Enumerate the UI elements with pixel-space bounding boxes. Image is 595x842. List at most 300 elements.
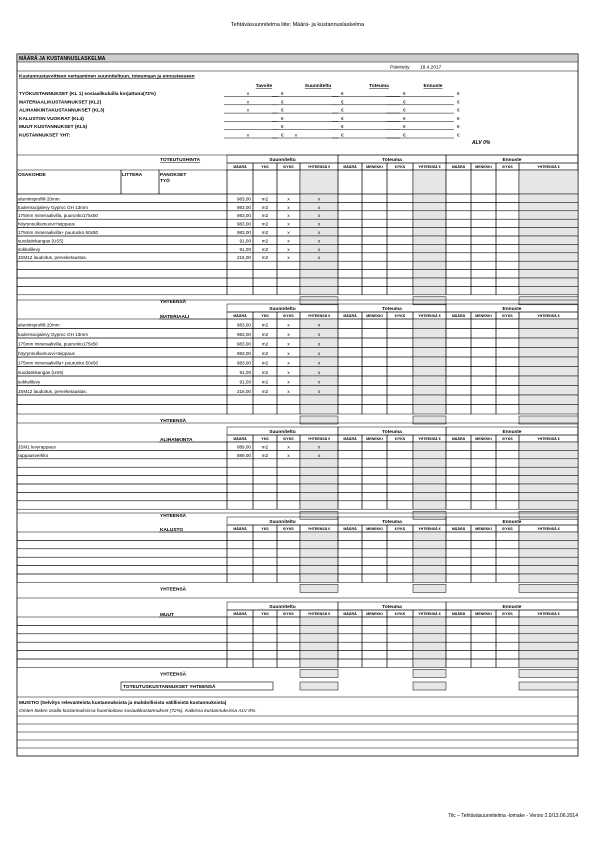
data-cell: [471, 367, 496, 377]
data-cell: [471, 442, 496, 450]
name-cell: [17, 286, 227, 294]
data-cell: [446, 405, 471, 415]
data-cell: [413, 194, 446, 202]
currency-sign: €: [457, 92, 460, 97]
subheader-maara: MÄÄRÄ: [233, 437, 247, 441]
data-cell: [338, 286, 362, 294]
data-cell: [446, 386, 471, 396]
data-cell: [471, 574, 496, 582]
subheader-eyks: €/YKS: [283, 165, 294, 169]
data-cell: [446, 557, 471, 565]
data-cell: [227, 270, 253, 278]
data-cell: [338, 492, 362, 500]
subheader-yks: YKS: [261, 527, 269, 531]
data-cell: [387, 228, 413, 236]
data-cell: [519, 659, 578, 667]
data-cell: [253, 467, 277, 475]
data-cell: [446, 329, 471, 339]
currency-sign: €: [281, 100, 284, 106]
data-cell: [300, 405, 338, 415]
data-cell: [227, 278, 253, 286]
data-cell: [227, 395, 253, 405]
data-cell: [446, 244, 471, 252]
data-cell: [300, 540, 338, 548]
data-cell: [300, 566, 338, 574]
data-cell: [387, 286, 413, 294]
date-value: 18.4.2017: [420, 65, 442, 71]
row-eyks: x: [287, 238, 290, 244]
data-cell: [300, 286, 338, 294]
data-cell: [338, 253, 362, 261]
data-cell: [253, 286, 277, 294]
group-header-toteuma: Toteuma: [382, 307, 402, 312]
data-cell: [338, 442, 362, 450]
row-maara: 91,00: [239, 246, 251, 252]
row-name: suodatinkangas (US5): [18, 370, 64, 375]
data-cell: [471, 476, 496, 484]
data-cell: [387, 540, 413, 548]
row-yks: m2: [261, 370, 269, 375]
data-cell: [496, 376, 519, 386]
data-cell: [338, 270, 362, 278]
data-cell: [519, 270, 578, 278]
group-header-suunniteltu: Suunniteltu: [269, 307, 296, 312]
data-cell: [300, 395, 338, 405]
data-cell: [338, 261, 362, 269]
data-cell: [253, 642, 277, 650]
data-cell: [338, 395, 362, 405]
data-cell: [227, 617, 253, 625]
data-cell: [471, 319, 496, 329]
data-cell: [496, 338, 519, 348]
data-cell: [471, 278, 496, 286]
data-cell: [253, 278, 277, 286]
data-cell: [253, 261, 277, 269]
data-cell: [362, 278, 387, 286]
data-cell: [519, 459, 578, 467]
data-cell: [387, 211, 413, 219]
subheader-maara: MÄÄRÄ: [451, 612, 466, 616]
data-cell: [362, 357, 387, 367]
data-cell: [519, 170, 578, 194]
data-cell: [362, 459, 387, 467]
data-cell: [446, 338, 471, 348]
data-cell: [471, 659, 496, 667]
data-cell: [300, 659, 338, 667]
data-cell: [471, 329, 496, 339]
row-maara: 983,00: [236, 322, 251, 328]
section-total-label: YHTEENSÄ: [160, 514, 187, 520]
subheader-eyks: €/YKS: [502, 314, 513, 318]
data-cell: [413, 634, 446, 642]
summary-col-header: Ennuste: [423, 84, 443, 89]
data-cell: [519, 540, 578, 548]
data-cell: [338, 244, 362, 252]
data-cell: [496, 450, 519, 458]
data-cell: [300, 549, 338, 557]
name-cell: [17, 501, 227, 509]
row-yht: x: [317, 204, 321, 210]
data-cell: [471, 642, 496, 650]
data-cell: [413, 492, 446, 500]
data-cell: [362, 244, 387, 252]
row-maara: 983,00: [236, 221, 251, 227]
data-cell: [496, 202, 519, 210]
name-cell: [17, 395, 227, 405]
data-cell: [387, 261, 413, 269]
data-cell: [446, 376, 471, 386]
data-cell: [496, 492, 519, 500]
subheader-maara: MÄÄRÄ: [343, 314, 357, 318]
row-eyks: x: [287, 360, 290, 366]
data-cell: [227, 501, 253, 509]
row-maara: 91,00: [239, 370, 251, 375]
subheader-maara: MÄÄRÄ: [343, 437, 357, 441]
name-cell: [17, 651, 227, 659]
data-cell: [362, 395, 387, 405]
data-cell: [338, 467, 362, 475]
data-cell: [496, 557, 519, 565]
row-name: tuulensuojalevy Gyproc GH 13mm: [18, 204, 88, 210]
data-cell: [362, 450, 387, 458]
section-title: MATERIAALI: [160, 315, 190, 320]
data-cell: [253, 395, 277, 405]
data-cell: [338, 566, 362, 574]
group-header-ennuste: Ennuste: [502, 605, 522, 610]
data-cell: [362, 329, 387, 339]
subheader-yhteensa_eur: YHTEENSÄ €: [307, 527, 331, 531]
name-cell: [17, 270, 227, 278]
data-cell: [519, 348, 578, 358]
data-cell: [387, 278, 413, 286]
data-cell: [471, 357, 496, 367]
data-cell: [362, 261, 387, 269]
data-cell: [446, 625, 471, 633]
data-cell: [519, 405, 578, 415]
data-cell: [362, 367, 387, 377]
data-cell: [471, 348, 496, 358]
intro-text: Kustannustavoitteen vertaaminen suunniteltuun, toteumaan ja ennusteeseen: [19, 74, 195, 80]
row-yht: x: [317, 213, 321, 219]
data-cell: [277, 286, 300, 294]
data-cell: [387, 270, 413, 278]
data-cell: [338, 574, 362, 582]
data-cell: [387, 357, 413, 367]
subheader-menekki: MENEKKI: [475, 527, 492, 531]
data-cell: [362, 549, 387, 557]
data-cell: [496, 405, 519, 415]
data-cell: [253, 501, 277, 509]
row-eyks: x: [287, 196, 290, 202]
data-cell: [471, 270, 496, 278]
currency-sign: €: [403, 125, 406, 131]
data-cell: [413, 244, 446, 252]
subheader-yhteensa_eur: YHTEENSÄ €: [418, 437, 441, 441]
data-cell: [227, 642, 253, 650]
data-cell: [413, 211, 446, 219]
currency-sign: €: [403, 116, 406, 122]
data-cell: [413, 386, 446, 396]
data-cell: [300, 625, 338, 633]
data-cell: [362, 376, 387, 386]
row-yks: m2: [261, 322, 269, 328]
subheader-eyks: €/YKS: [394, 437, 406, 441]
row-eyks: x: [287, 332, 290, 337]
data-cell: [277, 459, 300, 467]
group-header-suunniteltu: Suunniteltu: [269, 158, 296, 163]
form-header: MÄÄRÄ JA KUSTANNUSLASKELMA: [19, 56, 106, 62]
subheader-eyks: €/YKS: [283, 437, 294, 441]
data-cell: [387, 395, 413, 405]
data-cell: [338, 228, 362, 236]
name-cell: [17, 617, 227, 625]
currency-sign: €: [457, 100, 460, 106]
data-cell: [338, 219, 362, 227]
grand-total-label: TOTEUTUSKUSTANNUKSET YHTEENSÄ: [123, 685, 216, 690]
data-cell: [413, 540, 446, 548]
data-cell: [446, 253, 471, 261]
data-cell: [446, 194, 471, 202]
section-total-cell: [519, 584, 578, 592]
currency-sign: €: [341, 108, 344, 114]
data-cell: [387, 642, 413, 650]
data-cell: [519, 532, 578, 540]
data-cell: [413, 170, 446, 194]
currency-sign: €: [341, 92, 344, 97]
data-cell: [519, 395, 578, 405]
data-cell: [338, 319, 362, 329]
row-eyks: x: [287, 255, 290, 261]
subheader-yhteensa_eur: YHTEENSÄ €: [537, 612, 560, 616]
row-yht: x: [317, 389, 321, 394]
data-cell: [496, 642, 519, 650]
row-name: JSM12 laudoitus, perveketaustas.: [18, 255, 87, 261]
data-cell: [413, 659, 446, 667]
row-name: tuulensuojalevy Gyproc GH 13mm: [18, 332, 88, 337]
data-cell: [471, 261, 496, 269]
data-cell: [362, 642, 387, 650]
row-yht: x: [317, 196, 321, 202]
summary-row-label: MATERIAALIKUSTANNUKSET (KL2): [19, 100, 102, 106]
data-cell: [300, 557, 338, 565]
data-cell: [277, 557, 300, 565]
data-cell: [253, 476, 277, 484]
data-cell: [413, 532, 446, 540]
data-cell: [471, 450, 496, 458]
date-label: Päivitetty: [390, 65, 410, 71]
data-cell: [300, 484, 338, 492]
data-cell: [471, 459, 496, 467]
data-cell: [471, 170, 496, 194]
data-cell: [338, 386, 362, 396]
data-cell: [519, 476, 578, 484]
data-cell: [496, 395, 519, 405]
data-cell: [300, 261, 338, 269]
row-yht: x: [317, 370, 321, 375]
data-cell: [496, 625, 519, 633]
littera-header: LITTERA: [122, 173, 143, 178]
name-cell: [17, 278, 227, 286]
data-cell: [227, 467, 253, 475]
data-cell: [300, 574, 338, 582]
data-cell: [471, 194, 496, 202]
tyo-header: TYÖ: [160, 179, 170, 184]
data-cell: [338, 532, 362, 540]
data-cell: [387, 376, 413, 386]
group-header-toteuma: Toteuma: [382, 430, 402, 435]
currency-sign: €: [341, 133, 344, 139]
name-cell: [17, 557, 227, 565]
data-cell: [300, 467, 338, 475]
data-cell: [253, 540, 277, 548]
data-cell: [362, 219, 387, 227]
data-cell: [227, 574, 253, 582]
row-name: 175mm mineraalivilla+ puurunko 50x50: [18, 360, 99, 366]
data-cell: [227, 625, 253, 633]
data-cell: [253, 651, 277, 659]
data-cell: [519, 194, 578, 202]
data-cell: [227, 405, 253, 415]
row-yks: m2: [261, 221, 269, 227]
subheader-maara: MÄÄRÄ: [233, 165, 247, 169]
row-yht: x: [317, 452, 321, 458]
subheader-menekki: MENEKKI: [366, 612, 383, 616]
name-cell: [17, 376, 227, 386]
data-cell: [387, 532, 413, 540]
row-maara: 91,00: [239, 238, 251, 244]
data-cell: [496, 549, 519, 557]
data-cell: [277, 634, 300, 642]
data-cell: [277, 467, 300, 475]
currency-sign: €: [457, 108, 460, 114]
data-cell: [277, 395, 300, 405]
subheader-eyks: €/YKS: [394, 165, 406, 169]
data-cell: [471, 236, 496, 244]
subheader-yhteensa_eur: YHTEENSÄ €: [418, 165, 441, 169]
data-cell: [446, 467, 471, 475]
data-cell: [446, 642, 471, 650]
data-cell: [471, 566, 496, 574]
row-yht: x: [317, 221, 321, 227]
data-cell: [413, 348, 446, 358]
data-cell: [413, 395, 446, 405]
data-cell: [471, 634, 496, 642]
subheader-eyks: €/YKS: [283, 527, 294, 531]
data-cell: [519, 574, 578, 582]
data-cell: [496, 236, 519, 244]
row-maara: 983,00: [236, 230, 251, 235]
data-cell: [300, 501, 338, 509]
currency-sign: €: [457, 125, 460, 131]
row-maara: 983,00: [236, 204, 251, 210]
data-cell: [496, 617, 519, 625]
data-cell: [519, 286, 578, 294]
data-cell: [519, 566, 578, 574]
row-yht: x: [317, 246, 321, 252]
panokset-header: PANOKSET: [160, 173, 187, 178]
osakohde-header: OSAKOHDE: [18, 173, 46, 178]
data-cell: [277, 625, 300, 633]
subheader-yhteensa_eur: YHTEENSÄ €: [418, 314, 441, 318]
data-cell: [446, 357, 471, 367]
data-cell: [471, 540, 496, 548]
data-cell: [227, 286, 253, 294]
data-cell: [446, 348, 471, 358]
data-cell: [519, 386, 578, 396]
subheader-menekki: MENEKKI: [366, 437, 383, 441]
data-cell: [362, 202, 387, 210]
data-cell: [338, 549, 362, 557]
name-cell: [17, 566, 227, 574]
summary-row-label: MUUT KUSTANNUKSET (KL5): [19, 125, 88, 131]
data-cell: [471, 405, 496, 415]
currency-sign: €: [281, 133, 284, 139]
data-cell: [253, 492, 277, 500]
data-cell: [519, 202, 578, 210]
row-maara: 983,00: [236, 351, 251, 356]
data-cell: [446, 211, 471, 219]
row-name: 175mm mineraalivilla, puurunko175x50: [18, 341, 98, 347]
data-cell: [300, 532, 338, 540]
data-cell: [496, 634, 519, 642]
data-cell: [413, 357, 446, 367]
data-cell: [446, 286, 471, 294]
summary-row-label: TYÖKUSTANNUKSET (KL 1) sosiaalikuluilla korjattuna(72%): [19, 92, 156, 97]
name-cell: [17, 476, 227, 484]
data-cell: [338, 625, 362, 633]
summary-value: x: [246, 108, 250, 114]
name-cell: [17, 659, 227, 667]
data-cell: [387, 617, 413, 625]
subheader-maara: MÄÄRÄ: [233, 314, 247, 318]
subheader-eyks: €/YKS: [394, 527, 406, 531]
data-cell: [413, 566, 446, 574]
data-cell: [227, 484, 253, 492]
data-cell: [471, 651, 496, 659]
subheader-menekki: MENEKKI: [475, 314, 492, 318]
data-cell: [471, 549, 496, 557]
data-cell: [277, 405, 300, 415]
currency-sign: €: [281, 92, 284, 97]
data-cell: [387, 253, 413, 261]
data-cell: [387, 319, 413, 329]
name-cell: [17, 532, 227, 540]
subheader-menekki: MENEKKI: [366, 527, 383, 531]
data-cell: [387, 476, 413, 484]
data-cell: [277, 270, 300, 278]
row-yht: x: [317, 322, 321, 328]
data-cell: [338, 450, 362, 458]
row-name: alumiiniprofiili 20mm: [18, 322, 60, 328]
data-cell: [496, 484, 519, 492]
subheader-eyks: €/YKS: [502, 437, 513, 441]
data-cell: [446, 566, 471, 574]
subheader-yks: YKS: [261, 165, 269, 169]
data-cell: [362, 634, 387, 642]
data-cell: [300, 459, 338, 467]
data-cell: [253, 634, 277, 642]
data-cell: [446, 278, 471, 286]
data-cell: [519, 617, 578, 625]
summary-value: x: [246, 100, 250, 106]
data-cell: [362, 476, 387, 484]
section-title: KALUSTO: [160, 528, 184, 533]
row-yht: x: [317, 360, 321, 366]
data-cell: [387, 625, 413, 633]
row-yks: m2: [261, 204, 269, 210]
data-cell: [413, 442, 446, 450]
data-cell: [413, 484, 446, 492]
